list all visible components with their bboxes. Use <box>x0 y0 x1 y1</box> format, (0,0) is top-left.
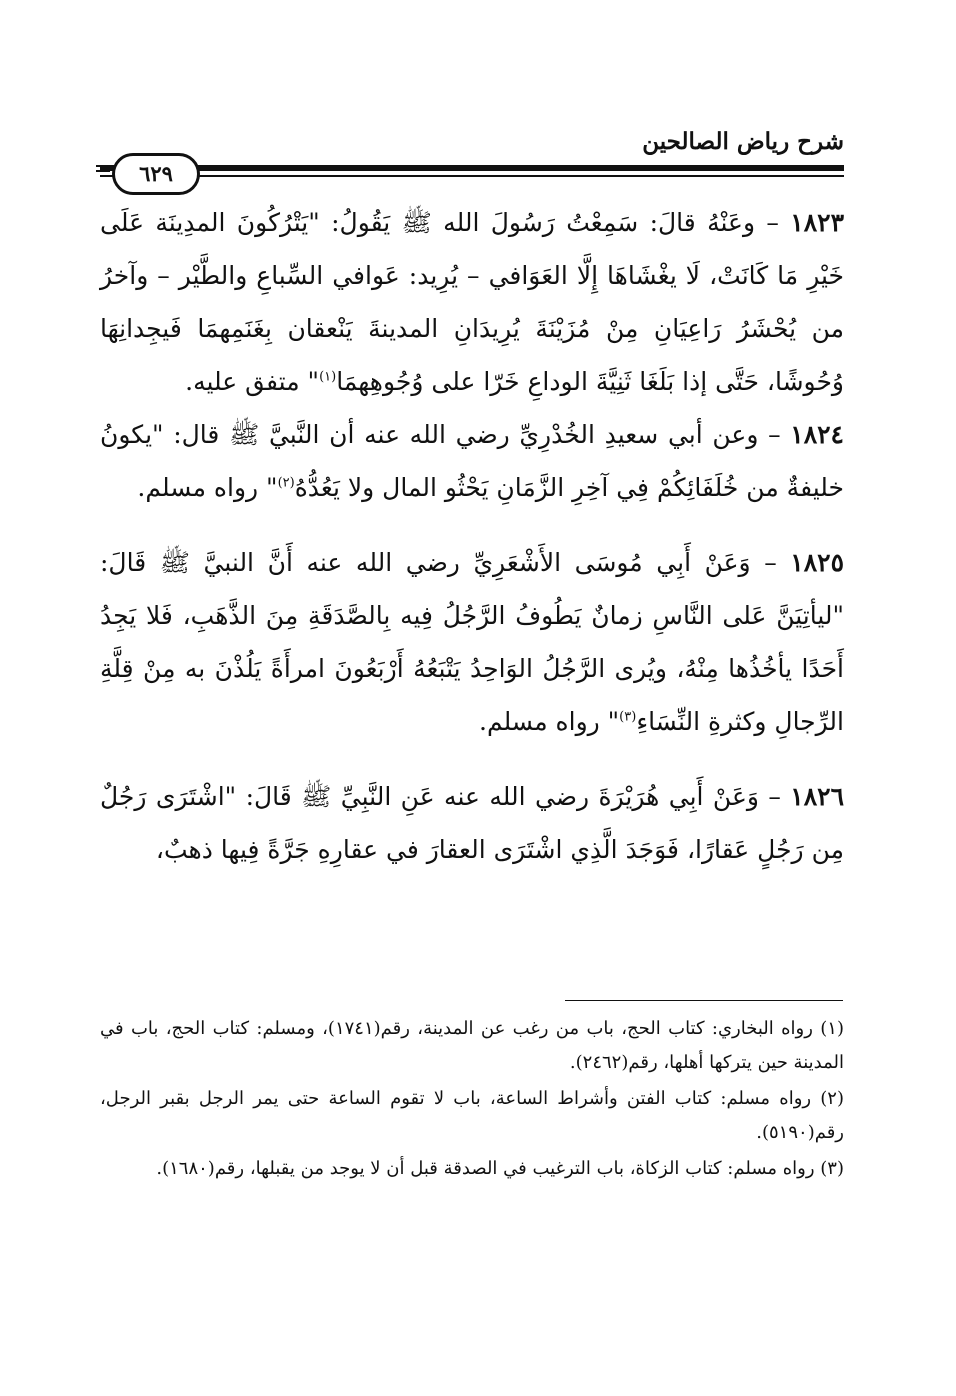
hadith-number: ١٨٢٣ <box>790 208 845 237</box>
footnote-2: (٢) رواه مسلم: كتاب الفتن وأشراط الساعة، باب لا تقوم الساعة حتى يمر الرجل بقبر الرجل، رقم(٥١٩٠). <box>100 1088 844 1143</box>
page-number: ٦٢٩ <box>112 153 200 195</box>
hadith-1824 <box>100 408 844 514</box>
hadith-1825 <box>100 536 844 748</box>
footnotes <box>100 1012 844 1188</box>
hadith-text: – وعَنْهُ قالَ: سَمِعْتُ رَسُولَ الله ﷺ يَقُولُ: "يَتْرُكُونَ المدِينَة عَلَى خَيْرِ مَا كَانَتْ، لَا يغْشَاهَا إِلَّا العَوَافي – يُرِيد: عَوافي السِّباعِ والطَّيْر – وآخرُ من يُحْشَرُ رَاعِيَانِ مِنْ مُزَيْنَةَ يُرِيدَانِ المدينةَ يَنْعقان بِغَنَمِهمَا فَيجِدانِهَا وُحُوشًا، حَتَّى إذا بَلَغَا ثَنِيَّةَ الوداعِ خَرّا على وُجُوهِهمَا <box>100 208 844 396</box>
hadith-number: ١٨٢٦ <box>790 782 844 811</box>
footnote-ref: (٣) <box>619 709 637 725</box>
hadith-text: – وَعَنْ أَبِي هُرَيْرَةَ رضي الله عنه عَنِ النَّبِيِّ ﷺ قَالَ: "اشْتَرَى رَجُلٌ مِن رَجُلٍ عَقارًا، فَوَجَدَ الَّذِي اشْتَرَى العقارَ في عقارِهِ جَرَّةً فِيها ذهبٌ، <box>100 782 844 864</box>
hadith-number: ١٨٢٥ <box>790 548 845 577</box>
footnote-1: (١) رواه البخاري: كتاب الحج، باب من رغب عن المدينة، رقم(١٧٤١)، ومسلم: كتاب الحج، باب في المدينة حين يتركها أهلها، رقم(٢٤٦٢). <box>100 1018 844 1073</box>
page-number-ornament <box>96 165 110 177</box>
main-text <box>100 196 844 898</box>
footnote-separator <box>565 1000 843 1001</box>
footnote-3: (٣) رواه مسلم: كتاب الزكاة، باب الترغيب في الصدقة قبل أن لا يوجد من يقبلها، رقم(١٦٨٠). <box>156 1158 844 1179</box>
footnote-ref: (٢) <box>277 475 295 491</box>
footnote-ref: (١) <box>319 369 337 385</box>
hadith-source: " رواه مسلم. <box>479 707 620 736</box>
hadith-text: – وَعَنْ أَبِي مُوسَى الأَشْعَرِيِّ رضي الله عنه أَنَّ النبيَّ ﷺ قَالَ: "ليأتِيَنَّ عَلى النَّاسِ زمانٌ يَطُوفُ الرَّجُلُ فِيه بِالصَّدَقَةِ مِنَ الذَّهَبِ، فَلا يَجِدُ أَحَدًا يأخُذُها مِنْهُ، ويُرى الرَّجُلُ الوَاحِدُ يَتْبَعُهُ أَرْبَعُونَ امرأَةً يَلُذْنَ به مِنْ قِلَّةِ الرِّجالِ وكثرةِ النِّسَاءِ <box>100 548 844 736</box>
hadith-number: ١٨٢٤ <box>790 420 844 449</box>
hadith-text: – وعن أبي سعيدِ الخُدْرِيِّ رضي الله عنه أن النَّبيَّ ﷺ قال: "يكونُ خليفةٌ من خُلَفَائِكُمْ فِي آخِرِ الزَّمَانِ يَحْثُو المال ولا يَعُدُّهُ <box>100 420 844 502</box>
hadith-source: " متفق عليه. <box>185 367 320 396</box>
hadith-1823 <box>100 196 844 408</box>
hadith-1826 <box>100 770 844 876</box>
running-header-title: شرح رياض الصالحين <box>642 128 844 155</box>
hadith-source: " رواه مسلم. <box>137 473 278 502</box>
header-rule <box>100 165 844 183</box>
